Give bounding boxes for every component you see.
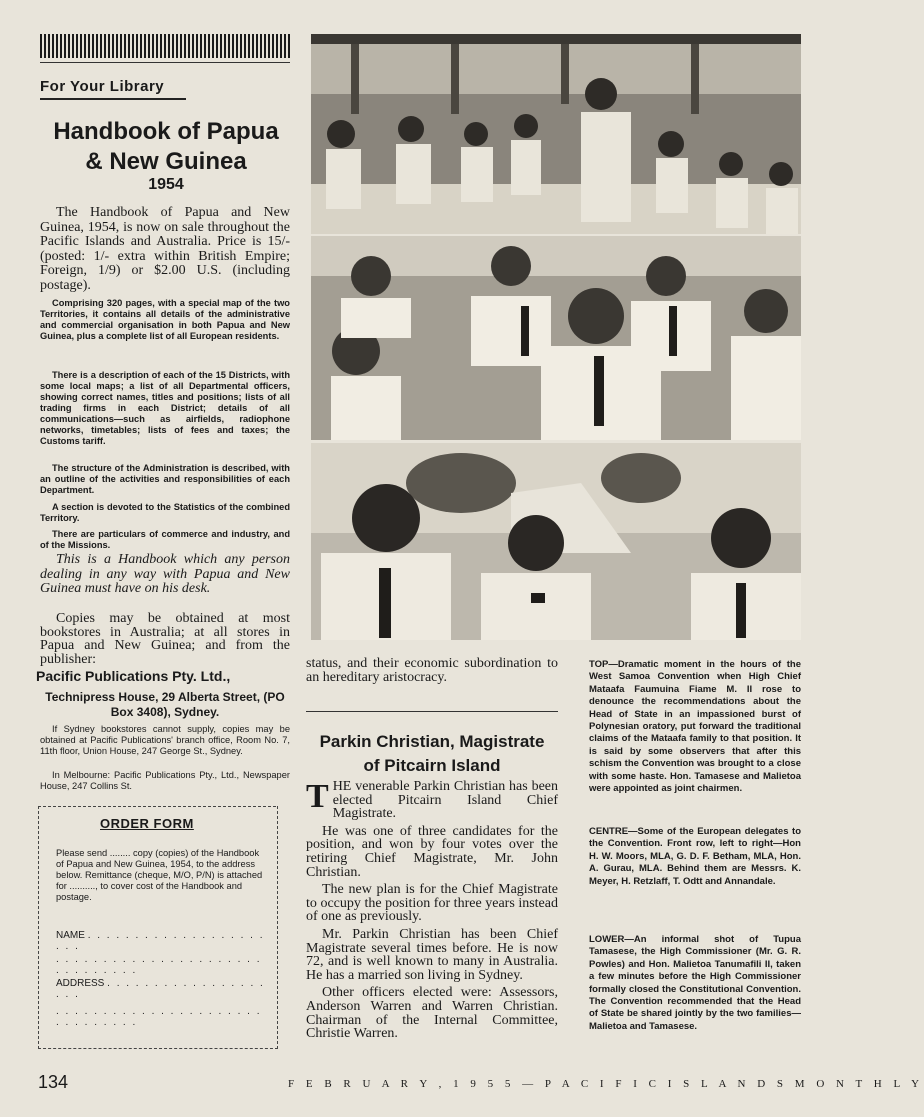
- order-form-title: ORDER FORM: [100, 816, 194, 831]
- headline-line-2: & New Guinea: [85, 148, 247, 175]
- order-form-address-field[interactable]: [56, 978, 266, 1000]
- divider: [306, 711, 558, 712]
- body-paragraph: Other officers elected were: Assessors, Anderson Warren and Warren Christian. Chairman of the Internal Committee, Christie Warren.: [306, 985, 558, 1042]
- section-label: For Your Library: [40, 78, 165, 95]
- article-headline: [40, 117, 292, 177]
- note-paragraph: In Melbourne: Pacific Publications Pty., Ltd., Newspaper House, 247 Collins St.: [40, 770, 290, 791]
- body-paragraph: The structure of the Administration is described, with an outline of the activities and responsibilities of each Department.: [40, 463, 290, 495]
- dotted-line: . . . . . . . . . . . . . . . . . . . . . . . . . . . . . . .: [56, 954, 262, 976]
- note-paragraph: If Sydney bookstores cannot supply, copies may be obtained at Pacific Publications' branch office, Room No. 7, 11th floor, Union House, 247 George St., Sydney.: [40, 724, 290, 756]
- publisher-address: Technipress House, 29 Alberta Street, (PO Box 3408), Sydney.: [45, 690, 285, 719]
- photo-centre-delegates: [311, 236, 801, 440]
- headline-line-1: Parkin Christian, Magistrate: [319, 732, 545, 751]
- body-paragraph: He was one of three candidates for the position, and won by four votes over the retiring Chief Magistrate, Mr. John Christian.: [306, 823, 558, 880]
- name-label: NAME: [56, 930, 85, 941]
- photo-top-convention: [311, 34, 801, 234]
- decorative-barcode: [40, 34, 290, 58]
- body-paragraph: There is a description of each of the 15 Districts, with some local maps; a list of all Departmental officers, showing correct names, titles and positions; lists of all trading firms in each District; details of all communications—such as airfields, radiophone networks, timetables; lists of fees and taxes; the Customs tariff.: [40, 370, 290, 446]
- body-paragraph: Mr. Parkin Christian has been Chief Magistrate several times before. He is now 72, and is well known to many in Australia. He has a married son living in Sydney.: [306, 926, 558, 983]
- article-body: [306, 780, 558, 1045]
- dotted-line: . . . . . . . . . . . . . . . . . . . . . . . . . . . . . . .: [56, 1006, 262, 1028]
- publisher-name: Pacific Publications Pty. Ltd.,: [36, 668, 231, 684]
- intro-paragraph: The Handbook of Papua and New Guinea, 1954, is now on sale throughout the Pacific Islands and Australia. Price is 15/- (posted: 1/- extra within British Empire; Foreign, 1/9) or $2.00 U.S. (including postage).: [40, 205, 290, 293]
- headline-line-2: of Pitcairn Island: [363, 756, 501, 775]
- address-label: ADDRESS: [56, 978, 105, 989]
- body-paragraph: Comprising 320 pages, with a special map of the two Territories, it contains all details of the administrative and commercial organisation in both Papua and New Guinea, plus a complete list of all European residents.: [40, 298, 290, 341]
- article-headline: [306, 730, 558, 778]
- page-number: 134: [38, 1072, 69, 1092]
- body-paragraph: HE venerable Parkin Christian has been elected Pitcairn Island Chief Magistrate.: [332, 779, 558, 822]
- drop-cap: T: [306, 778, 329, 815]
- order-form-name-field[interactable]: [56, 930, 266, 952]
- caption-top: TOP—Dramatic moment in the hours of the West Samoa Convention when High Chief Mataafa Faumuina Fiame M. II rose to denounce the recommendations about the Head of State in an impassioned burst of Polynesian oratory, put forward the traditional claims of the Mataafa family to that position. It is said by some observers that after this schism the Convention was brought to a close with some haste. Hon. Tamasese and Malietoa were appointed as joint chairmen.: [589, 659, 801, 795]
- divider: [40, 98, 186, 100]
- caption-lower: LOWER—An informal shot of Tupua Tamasese, the High Commissioner (Mr. G. R. Powles) and Hon. Malietoa Tanumafili II, taken a few minutes before the High Commissioner formally closed the Constitutional Convention. The Convention recommended that the Head of State be shared jointly by the two families—Malietoa and Tamasese.: [589, 934, 801, 1032]
- running-footer: F E B R U A R Y , 1 9 5 5 — P A C I F I C I S L A N D S M O N T H L Y: [288, 1078, 924, 1090]
- order-form-text: Please send ........ copy (copies) of the Handbook of Papua and New Guinea, 1954, to the address below. Remittance (cheque, M/O, P/N) is attached for .........., to cover cost of the Handbook and postage.: [56, 848, 263, 902]
- copies-paragraph: Copies may be obtained at most bookstores in Australia; at all stores in Papua and New Guinea; and from the publisher:: [40, 611, 290, 667]
- italic-paragraph: This is a Handbook which any person dealing in any way with Papua and New Guinea must have on his desk.: [40, 552, 290, 597]
- body-paragraph: The new plan is for the Chief Magistrate to occupy the position for three years instead of one as previously.: [306, 882, 558, 925]
- caption-centre: CENTRE—Some of the European delegates to the Convention. Front row, left to right—Hon H. W. Moors, MLA, G. D. F. Betham, MLA, Hon. A. Gurau, MLA. Behind them are Messrs. K. Meyer, H. Retzlaff, T. Odtt and Annandale.: [589, 826, 801, 887]
- divider: [40, 62, 290, 63]
- photo-lower-informal: [311, 443, 801, 640]
- headline-line-1: Handbook of Papua: [53, 118, 279, 145]
- body-paragraph: A section is devoted to the Statistics of the combined Territory.: [40, 502, 290, 523]
- dotted-line: . . . . . . . . . . . . . . . . . . . .: [56, 978, 265, 1000]
- headline-year: 1954: [148, 176, 184, 193]
- dotted-line: . . . . . . . . . . . . . . . . . . . . . .: [56, 930, 265, 952]
- body-paragraph: There are particulars of commerce and industry, and of the Missions.: [40, 529, 290, 550]
- continuation-text: status, and their economic subordination to an hereditary aristocracy.: [306, 656, 558, 685]
